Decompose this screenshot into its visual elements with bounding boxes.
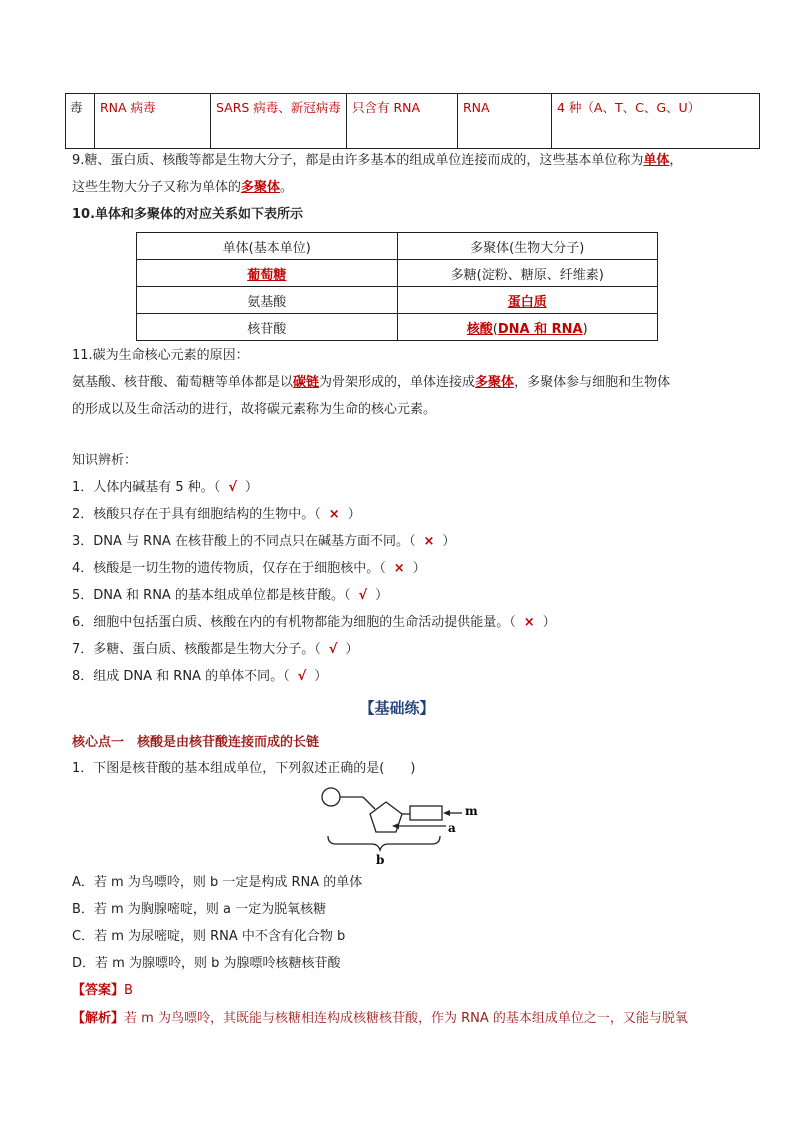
knowledge-item: 8．组成 DNA 和 RNA 的单体不同。（ √ ）	[72, 669, 328, 684]
paragraph-11-title: 11.碳为生命核心元素的原因：	[72, 348, 249, 363]
option-a[interactable]: A．若 m 为鸟嘌呤，则 b 一定是构成 RNA 的单体	[72, 875, 363, 890]
knowledge-item: 2．核酸只存在于具有细胞结构的生物中。（ × ）	[72, 507, 361, 522]
table-header-cell: 多聚体(生物大分子)	[397, 233, 658, 260]
label-a: a	[448, 821, 456, 835]
monomer-polymer-table	[136, 232, 658, 341]
label-b: b	[376, 853, 385, 867]
arrow-a-head	[392, 823, 399, 829]
knowledge-item: 3．DNA 与 RNA 在核苷酸上的不同点只在碱基方面不同。（ × ）	[72, 534, 456, 549]
table-row	[137, 314, 658, 341]
knowledge-item: 6．细胞中包括蛋白质、核酸在内的有机物都能为细胞的生命活动提供能量。（ × ）	[72, 615, 556, 630]
table-cell: 氨基酸	[137, 287, 398, 314]
analysis-line: 【解析】若 m 为鸟嘌呤，其既能与核糖相连构成核糖核苷酸，作为 RNA 的基本组成单位之一，又能与脱氧	[72, 1011, 688, 1026]
judgement-mark: √	[328, 642, 338, 657]
top-table	[65, 93, 760, 149]
knowledge-item: 5．DNA 和 RNA 的基本组成单位都是核苷酸。（ √ ）	[72, 588, 389, 603]
knowledge-item: 7．多糖、蛋白质、核酸都是生物大分子。（ √ ）	[72, 642, 359, 657]
answer-line: 【答案】B	[72, 983, 133, 998]
option-c[interactable]: C．若 m 为尿嘧啶，则 RNA 中不含有化合物 b	[72, 929, 346, 944]
brace-b	[328, 836, 440, 850]
table-header-cell: 单体(基本单位)	[137, 233, 398, 260]
option-d[interactable]: D．若 m 为腺嘌呤，则 b 为腺嘌呤核糖核苷酸	[72, 956, 341, 971]
judgement-mark: ×	[393, 561, 405, 576]
option-b[interactable]: B．若 m 为胸腺嘧啶，则 a 一定为脱氧核糖	[72, 902, 327, 917]
table-row	[66, 94, 760, 149]
table-cell: RNA	[458, 94, 552, 149]
table-cell: 毒	[66, 94, 95, 149]
question-stem: 1．下图是核苷酸的基本组成单位，下列叙述正确的是( )	[72, 761, 416, 776]
judgement-mark: ×	[523, 615, 535, 630]
phosphate-circle	[322, 788, 340, 806]
paragraph-11-line2: 的形成以及生命活动的进行，故将碳元素称为生命的核心元素。	[72, 402, 437, 417]
nucleotide-diagram	[300, 784, 500, 868]
paragraph-10-title: 10.单体和多聚体的对应关系如下表所示	[72, 207, 304, 222]
arrow-m-head	[443, 810, 450, 816]
table-cell: 多糖(淀粉、糖原、纤维素)	[397, 260, 658, 287]
judgement-mark: ×	[423, 534, 435, 549]
judgement-mark: √	[358, 588, 368, 603]
bond-line	[363, 797, 375, 809]
table-header-row	[137, 233, 658, 260]
table-row	[137, 287, 658, 314]
judgement-mark: ×	[328, 507, 340, 522]
knowledge-item: 1．人体内碱基有 5 种。（ √ ）	[72, 480, 258, 495]
label-m: m	[465, 804, 478, 818]
table-cell: SARS 病毒、新冠病毒	[211, 94, 347, 149]
judgement-mark: √	[228, 480, 237, 495]
table-cell: 蛋白质	[397, 287, 658, 314]
table-cell: 核苷酸	[137, 314, 398, 341]
table-cell: 4 种（A、T、C、G、U）	[552, 94, 760, 149]
knowledge-item: 4．核酸是一切生物的遗传物质，仅存在于细胞核中。（ × ）	[72, 561, 426, 576]
paragraph-9-line2: 这些生物大分子又称为单体的多聚体。	[72, 180, 294, 195]
table-cell: 只含有 RNA	[347, 94, 458, 149]
table-cell: 葡萄糖	[137, 260, 398, 287]
judgement-mark: √	[297, 669, 307, 684]
core-point-heading: 核心点一 核酸是由核苷酸连接而成的长链	[72, 735, 320, 750]
knowledge-title: 知识辨析：	[72, 453, 138, 468]
section-title: 【基础练】	[359, 699, 435, 717]
paragraph-9-line1: 9.糖、蛋白质、核酸等都是生物大分子，都是由许多基本的组成单位连接而成的，这些基本单位称为单体，	[72, 153, 683, 168]
table-cell: 核酸(DNA 和 RNA)	[397, 314, 658, 341]
table-row	[137, 260, 658, 287]
paragraph-11-line1: 氨基酸、核苷酸、葡萄糖等单体都是以碳链为骨架形成的，单体连接成多聚体，多聚体参与细胞和生物体	[72, 375, 671, 390]
base-rectangle	[410, 806, 442, 820]
table-cell: RNA 病毒	[95, 94, 211, 149]
